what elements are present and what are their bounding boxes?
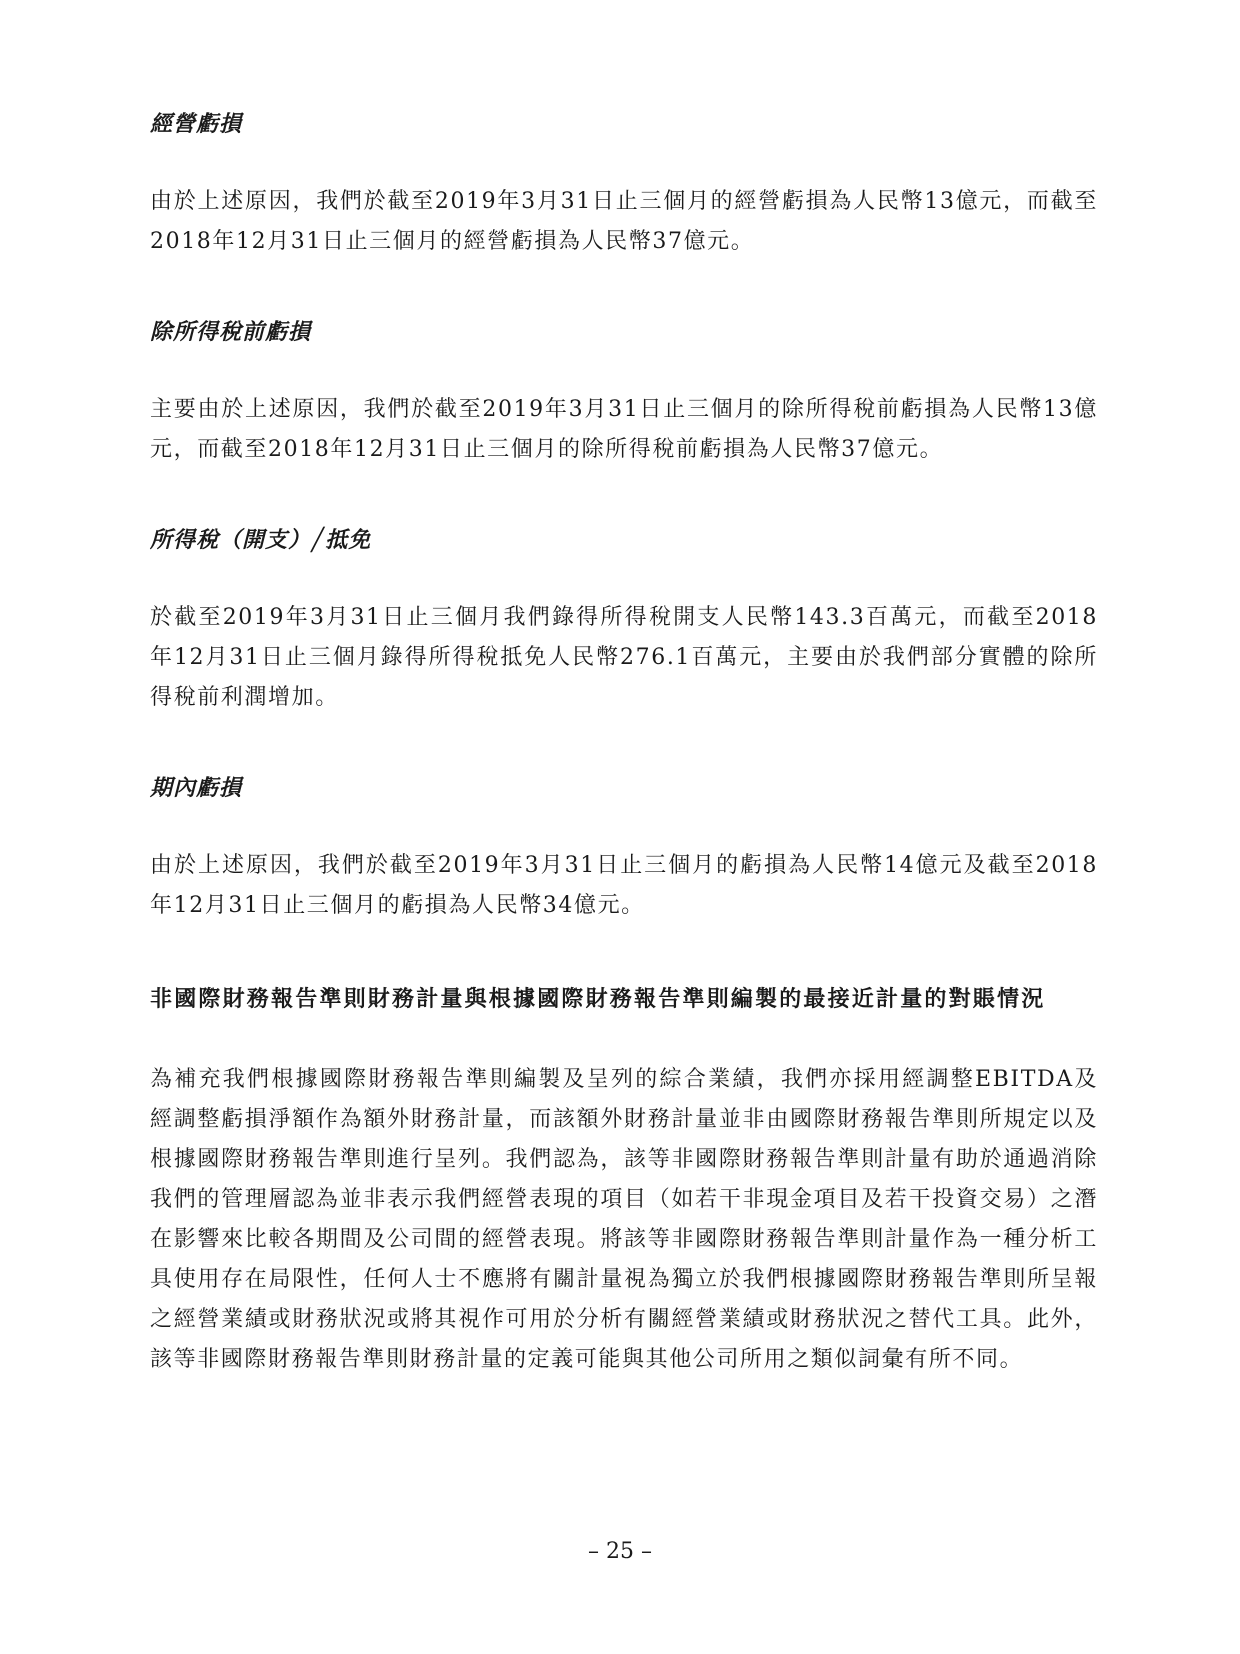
reconciliation-heading: 非國際財務報告準則財務計量與根據國際財務報告準則編製的最接近計量的對賬情況 [150,987,1046,1012]
section-heading-loss-before-tax: 除所得稅前虧損 [150,320,312,345]
page-content [150,108,1098,1380]
section-body-period-loss: 由於上述原因，我們於截至2019年3月31日止三個月的虧損為人民幣14億元及截至2018年12月31日止三個月的虧損為人民幣34億元。 [150,853,1098,918]
section-body-income-tax: 於截至2019年3月31日止三個月我們錄得所得稅開支人民幣143.3百萬元，而截至2018年12月31日止三個月錄得所得稅抵免人民幣276.1百萬元，主要由於我們部分實體的除所得稅前利潤增加。 [150,605,1098,710]
section-body-loss-before-tax: 主要由於上述原因，我們於截至2019年3月31日止三個月的除所得稅前虧損為人民幣13億元，而截至2018年12月31日止三個月的除所得稅前虧損為人民幣37億元。 [150,397,1098,462]
reconciliation-body: 為補充我們根據國際財務報告準則編製及呈列的綜合業績，我們亦採用經調整EBITDA及經調整虧損淨額作為額外財務計量，而該額外財務計量並非由國際財務報告準則所規定以及根據國際財務報告準則進行呈列。我們認為，該等非國際財務報告準則計量有助於通過消除我們的管理層認為並非表示我們經營表現的項目（如若干非現金項目及若干投資交易）之潛在影響來比較各期間及公司間的經營表現。將該等非國際財務報告準則計量作為一種分析工具使用存在局限性，任何人士不應將有關計量視為獨立於我們根據國際財務報告準則所呈報之經營業績或財務狀況或將其視作可用於分析有關經營業績或財務狀況之替代工具。此外，該等非國際財務報告準則財務計量的定義可能與其他公司所用之類似詞彙有所不同。 [150,1067,1098,1372]
page-number: – 25 – [588,1539,652,1564]
section-body-operating-loss: 由於上述原因，我們於截至2019年3月31日止三個月的經營虧損為人民幣13億元，而截至2018年12月31日止三個月的經營虧損為人民幣37億元。 [150,189,1098,254]
section-heading-period-loss: 期內虧損 [150,776,243,801]
section-heading-income-tax: 所得稅（開支）╱抵免 [150,528,372,553]
section-heading-operating-loss: 經營虧損 [150,112,243,137]
